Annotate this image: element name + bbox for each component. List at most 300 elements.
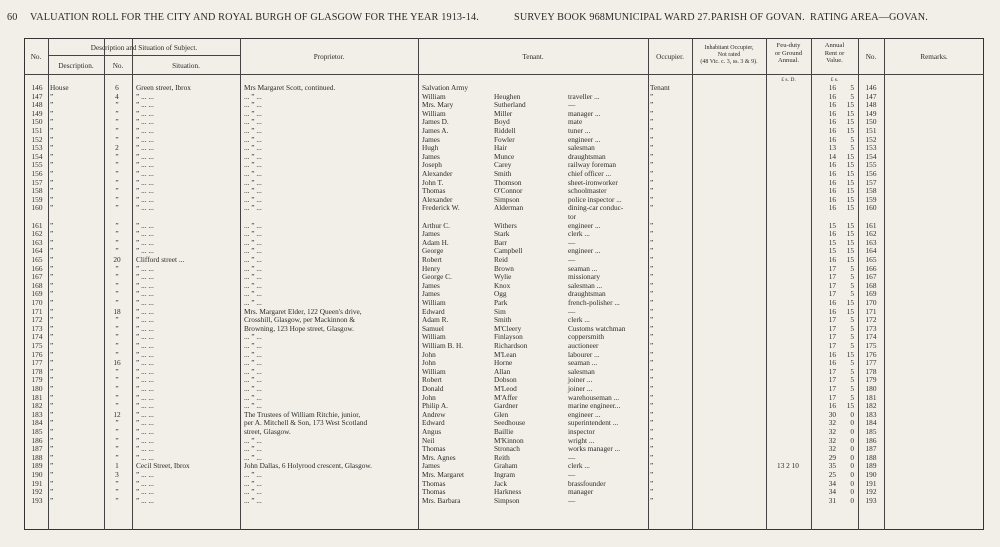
tenant-surname: Seedhouse xyxy=(494,418,526,428)
municipal-ward: MUNICIPAL WARD 27. xyxy=(605,12,711,23)
description-cell: ” xyxy=(50,332,54,342)
row-number-right: 176 xyxy=(865,349,877,359)
tenant-first-name: John xyxy=(422,349,436,359)
value-pounds: 17 xyxy=(828,332,836,342)
value-pounds: 16 xyxy=(828,358,836,368)
value-pounds: 16 xyxy=(828,126,836,135)
value-pounds: 35 xyxy=(828,461,836,471)
description-cell: ” xyxy=(50,435,54,445)
row-number: 155 xyxy=(31,160,43,170)
proprietor-cell: John Dallas, 6 Holyrood crescent, Glasgow. xyxy=(244,461,373,471)
house-number-cell: ” xyxy=(115,366,119,376)
row-number: 146 xyxy=(31,83,43,92)
tenant-first-name: Thomas xyxy=(422,478,446,488)
house-number-cell: 16 xyxy=(113,358,121,368)
proprietor-cell: ... ” ... xyxy=(244,91,262,101)
description-cell: ” xyxy=(50,186,54,196)
tenant-first-name: Joseph xyxy=(422,160,442,170)
house-number-cell: ” xyxy=(115,418,119,428)
house-number-cell: ” xyxy=(115,323,119,333)
tenant-occupation: railway foreman xyxy=(568,160,617,170)
occupier-cell: Tenant xyxy=(650,83,670,92)
row-number: 175 xyxy=(31,341,43,350)
row-number-right: 175 xyxy=(865,341,877,350)
value-pounds: 13 xyxy=(828,143,836,153)
row-number: 154 xyxy=(31,151,43,161)
row-number-right: 148 xyxy=(865,100,877,110)
tenant-occupation: clerk ... xyxy=(568,229,590,239)
house-number-cell: ” xyxy=(115,272,119,282)
proprietor-cell: ... ” ... xyxy=(244,495,262,505)
tenant-first-name: James A. xyxy=(422,126,449,135)
description-cell: ” xyxy=(50,194,54,204)
occupier-cell: ” xyxy=(650,444,654,454)
tenant-surname: Stronach xyxy=(494,444,520,454)
tenant-occupation: — xyxy=(568,237,576,247)
tenant-surname: Campbell xyxy=(494,246,523,256)
situation-cell: Clifford street ... xyxy=(136,255,185,264)
proprietor-cell: ... ” ... xyxy=(244,143,262,153)
tenant-surname: Sim xyxy=(494,306,506,316)
row-number-right: 179 xyxy=(865,375,877,385)
occupier-cell: ” xyxy=(650,91,654,101)
description-cell: ” xyxy=(50,177,54,187)
row-number: 170 xyxy=(31,298,43,307)
tenant-surname: M'Affer xyxy=(494,392,518,402)
value-shillings: 0 xyxy=(850,470,854,479)
description-cell: ” xyxy=(50,366,54,376)
description-cell: ” xyxy=(50,341,54,350)
occupier-cell: ” xyxy=(650,246,654,256)
tenant-surname: Sutherland xyxy=(494,100,526,110)
occupier-cell: ” xyxy=(650,323,654,333)
tenant-first-name: Thomas xyxy=(422,487,446,497)
proprietor-cell: ... ” ... xyxy=(244,220,262,230)
situation-cell: ” ... ... xyxy=(136,194,154,204)
survey-book: SURVEY BOOK 968. xyxy=(514,12,608,23)
situation-cell: ” ... ... xyxy=(136,495,154,505)
tenant-occupation: engineer ... xyxy=(568,246,601,256)
tenant-surname: Graham xyxy=(494,461,518,471)
tenant-first-name: George xyxy=(422,246,444,256)
tenant-first-name: Mrs. Barbara xyxy=(422,495,461,505)
row-number: 180 xyxy=(31,384,43,393)
tenant-surname: M'Kinnon xyxy=(494,435,524,445)
proprietor-cell: Crosshill, Glasgow, per Mackinnon & xyxy=(244,315,355,325)
row-number-right: 170 xyxy=(865,298,877,307)
value-shillings: 15 xyxy=(846,220,854,230)
value-shillings: 0 xyxy=(850,427,854,436)
description-cell: House xyxy=(50,83,69,92)
occupier-cell: ” xyxy=(650,392,654,402)
tenant-first-name: William xyxy=(422,108,446,118)
row-number-right: 187 xyxy=(865,444,877,454)
row-number: 152 xyxy=(31,134,43,144)
header-proprietor: Proprietor. xyxy=(313,53,345,61)
value-pounds: 16 xyxy=(828,169,836,178)
row-number-right: 154 xyxy=(865,151,877,161)
tenant-occupation: french-polisher ... xyxy=(568,298,620,307)
proprietor-cell: per A. Mitchell & Son, 173 West Scotland xyxy=(244,418,368,428)
header-no: No. xyxy=(30,53,42,61)
situation-cell: ” ... ... xyxy=(136,117,154,127)
value-shillings: 15 xyxy=(846,349,854,359)
tenant-first-name: Mrs. Mary xyxy=(422,100,454,110)
description-cell: ” xyxy=(50,100,54,110)
proprietor-cell: ... ” ... xyxy=(244,392,262,402)
column-rule xyxy=(648,38,649,530)
tenant-occupation: missionary xyxy=(568,272,601,282)
proprietor-cell: ... ” ... xyxy=(244,229,262,239)
house-number-cell: ” xyxy=(115,237,119,247)
proprietor-cell: ... ” ... xyxy=(244,341,262,350)
row-number: 158 xyxy=(31,186,43,196)
tenant-occupation: engineer ... xyxy=(568,220,601,230)
tenant-surname: Riddell xyxy=(494,126,516,135)
row-number: 150 xyxy=(31,117,43,127)
value-shillings: 15 xyxy=(846,298,854,307)
value-pounds: 16 xyxy=(828,134,836,144)
value-pounds: 25 xyxy=(828,470,836,479)
house-number-cell: ” xyxy=(115,495,119,505)
situation-cell: ” ... ... xyxy=(136,384,154,393)
occupier-cell: ” xyxy=(650,229,654,239)
tenant-surname: Simpson xyxy=(494,495,520,505)
proprietor-cell: ... ” ... xyxy=(244,272,262,282)
situation-cell: ” ... ... xyxy=(136,349,154,359)
row-number-right: 157 xyxy=(865,177,877,187)
description-cell: ” xyxy=(50,117,54,127)
occupier-cell: ” xyxy=(650,237,654,247)
situation-cell: ” ... ... xyxy=(136,169,154,178)
row-number: 161 xyxy=(31,220,43,230)
occupier-cell: ” xyxy=(650,203,654,213)
proprietor-cell: ... ” ... xyxy=(244,298,262,307)
situation-cell: ” ... ... xyxy=(136,341,154,350)
occupier-cell: ” xyxy=(650,126,654,135)
occupier-cell: ” xyxy=(650,487,654,497)
column-rule xyxy=(766,38,767,530)
proprietor-cell: ... ” ... xyxy=(244,117,262,127)
situation-cell: ” ... ... xyxy=(136,306,154,316)
row-number: 188 xyxy=(31,452,43,462)
tenant-surname: Gardner xyxy=(494,401,518,411)
occupier-cell: ” xyxy=(650,160,654,170)
description-cell: ” xyxy=(50,91,54,101)
situation-cell: ” ... ... xyxy=(136,452,154,462)
tenant-occupation: tor xyxy=(568,212,577,221)
value-shillings: 5 xyxy=(850,315,854,325)
row-number: 191 xyxy=(31,478,43,488)
tenant-occupation: labourer ... xyxy=(568,349,600,359)
situation-cell: ” ... ... xyxy=(136,375,154,385)
house-number-cell: 6 xyxy=(115,83,119,92)
situation-cell: ” ... ... xyxy=(136,366,154,376)
proprietor-cell: ... ” ... xyxy=(244,203,262,213)
tenant-occupation: tuner ... xyxy=(568,126,591,135)
row-number-right: 167 xyxy=(865,272,877,282)
value-pounds: 16 xyxy=(828,229,836,239)
row-number: 166 xyxy=(31,263,43,273)
row-number: 176 xyxy=(31,349,43,359)
tenant-surname: Baillie xyxy=(494,427,514,436)
row-number: 156 xyxy=(31,169,43,178)
column-rule xyxy=(884,38,885,530)
tenant-occupation: engineer ... xyxy=(568,134,601,144)
proprietor-cell: ... ” ... xyxy=(244,435,262,445)
description-cell: ” xyxy=(50,323,54,333)
value-shillings: 15 xyxy=(846,100,854,110)
tenant-first-name: William xyxy=(422,366,446,376)
header-feu-line: Feu-duty xyxy=(776,42,801,49)
description-cell: ” xyxy=(50,143,54,153)
house-number-cell: ” xyxy=(115,315,119,325)
value-shillings: 5 xyxy=(850,263,854,273)
value-pounds: 34 xyxy=(828,487,836,497)
value-shillings: 15 xyxy=(846,186,854,196)
house-number-cell: ” xyxy=(115,151,119,161)
row-number: 153 xyxy=(31,143,43,153)
tenant-occupation: inspector xyxy=(568,427,595,436)
row-number-right: 149 xyxy=(865,108,877,118)
situation-cell: ” ... ... xyxy=(136,186,154,196)
value-shillings: 15 xyxy=(846,169,854,178)
header-no-right: No. xyxy=(865,53,877,61)
row-number-right: 180 xyxy=(865,384,877,393)
proprietor-cell: ... ” ... xyxy=(244,470,262,479)
house-number-cell: ” xyxy=(115,169,119,178)
value-shillings: 15 xyxy=(846,255,854,264)
tenant-surname: Allan xyxy=(494,366,511,376)
row-number: 189 xyxy=(31,461,43,471)
occupier-cell: ” xyxy=(650,298,654,307)
row-number: 193 xyxy=(31,495,43,505)
description-cell: ” xyxy=(50,349,54,359)
tenant-surname: Ogg xyxy=(494,289,507,299)
proprietor-cell: ... ” ... xyxy=(244,255,262,264)
value-shillings: 5 xyxy=(850,272,854,282)
house-number-cell: ” xyxy=(115,194,119,204)
header-feu-duty xyxy=(766,42,811,65)
value-shillings: 15 xyxy=(846,194,854,204)
value-pounds: 16 xyxy=(828,117,836,127)
row-number-right: 171 xyxy=(865,306,877,316)
value-pounds: 32 xyxy=(828,427,836,436)
tenant-occupation: seaman ... xyxy=(568,358,598,368)
situation-cell: ” ... ... xyxy=(136,487,154,497)
parish: PARISH OF GOVAN. xyxy=(711,12,805,23)
row-number-right: 153 xyxy=(865,143,877,153)
column-rule xyxy=(132,38,133,530)
value-pounds: 17 xyxy=(828,392,836,402)
tenant-surname: Smith xyxy=(494,169,512,178)
occupier-cell: ” xyxy=(650,349,654,359)
situation-cell: ” ... ... xyxy=(136,229,154,239)
tenant-first-name: Philip A. xyxy=(422,401,448,411)
header-no-sub: No. xyxy=(112,62,124,70)
row-number: 182 xyxy=(31,401,43,411)
tenant-first-name: James xyxy=(422,461,440,471)
description-cell: ” xyxy=(50,220,54,230)
tenant-occupation: salesman xyxy=(568,366,595,376)
tenant-surname: Boyd xyxy=(494,117,510,127)
situation-cell: ” ... ... xyxy=(136,470,154,479)
tenant-occupation: manager xyxy=(568,487,594,497)
row-number-right: 168 xyxy=(865,280,877,290)
situation-cell: ” ... ... xyxy=(136,263,154,273)
description-cell: ” xyxy=(50,160,54,170)
column-rule xyxy=(48,38,49,530)
header-inhabitant xyxy=(692,45,766,66)
occupier-cell: ” xyxy=(650,341,654,350)
value-shillings: 0 xyxy=(850,409,854,419)
tenant-first-name: Samuel xyxy=(422,323,444,333)
description-cell: ” xyxy=(50,315,54,325)
row-number-right: 169 xyxy=(865,289,877,299)
row-number: 185 xyxy=(31,427,43,436)
description-cell: ” xyxy=(50,358,54,368)
value-shillings: 0 xyxy=(850,487,854,497)
house-number-cell: ” xyxy=(115,341,119,350)
occupier-cell: ” xyxy=(650,151,654,161)
house-number-cell: ” xyxy=(115,427,119,436)
tenant-surname: Horne xyxy=(494,358,513,368)
row-number: 178 xyxy=(31,366,43,376)
house-number-cell: ” xyxy=(115,108,119,118)
tenant-surname: Stark xyxy=(494,229,510,239)
tenant-occupation: manager ... xyxy=(568,108,601,118)
proprietor-cell: ... ” ... xyxy=(244,487,262,497)
tenant-first-name: William xyxy=(422,332,446,342)
row-number-right: 174 xyxy=(865,332,877,342)
tenant-first-name: John T. xyxy=(422,177,444,187)
occupier-cell: ” xyxy=(650,435,654,445)
tenant-first-name: James xyxy=(422,280,440,290)
tenant-first-name: William B. H. xyxy=(422,341,464,350)
tenant-first-name: Thomas xyxy=(422,444,446,454)
row-number-right: 152 xyxy=(865,134,877,144)
situation-cell: ” ... ... xyxy=(136,332,154,342)
situation-cell: ” ... ... xyxy=(136,246,154,256)
row-number-right: 182 xyxy=(865,401,877,411)
tenant-surname: Jack xyxy=(494,478,507,488)
situation-cell: ” ... ... xyxy=(136,108,154,118)
tenant-first-name: Neil xyxy=(422,435,435,445)
tenant-surname: Dobson xyxy=(494,375,517,385)
tenant-occupation: schoolmaster xyxy=(568,186,607,196)
situation-cell: ” ... ... xyxy=(136,143,154,153)
tenant-occupation: joiner ... xyxy=(568,384,593,393)
house-number-cell: ” xyxy=(115,289,119,299)
situation-cell: ” ... ... xyxy=(136,126,154,135)
tenant-occupation: brassfounder xyxy=(568,478,606,488)
row-number-right: 185 xyxy=(865,427,877,436)
proprietor-cell: ... ” ... xyxy=(244,108,262,118)
row-number-right: 177 xyxy=(865,358,877,368)
tenant-first-name: Robert xyxy=(422,375,442,385)
proprietor-cell: ... ” ... xyxy=(244,186,262,196)
occupier-cell: ” xyxy=(650,306,654,316)
header-inhabitant-line: Inhabitant Occupier, xyxy=(704,45,754,51)
occupier-cell: ” xyxy=(650,255,654,264)
value-shillings: 5 xyxy=(850,289,854,299)
row-number-right: 192 xyxy=(865,487,877,497)
header-occupier: Occupier. xyxy=(656,53,684,61)
tenant-occupation: warehouseman ... xyxy=(568,392,620,402)
house-number-cell: ” xyxy=(115,126,119,135)
tenant-surname: M'Leod xyxy=(494,384,517,393)
row-number: 190 xyxy=(31,470,43,479)
header-tenant: Tenant. xyxy=(522,53,544,61)
situation-cell: ” ... ... xyxy=(136,478,154,488)
value-pounds: 16 xyxy=(828,298,836,307)
description-cell: ” xyxy=(50,306,54,316)
house-number-cell: ” xyxy=(115,203,119,213)
row-number: 187 xyxy=(31,444,43,454)
row-number-right: 156 xyxy=(865,169,877,178)
description-cell: ” xyxy=(50,169,54,178)
value-shillings: 0 xyxy=(850,435,854,445)
value-shillings: 5 xyxy=(850,384,854,393)
situation-cell: ” ... ... xyxy=(136,358,154,368)
header-feu-line: or Ground xyxy=(774,49,803,57)
value-pounds: 16 xyxy=(828,349,836,359)
situation-cell: ” ... ... xyxy=(136,289,154,299)
row-number: 181 xyxy=(31,392,43,402)
occupier-cell: ” xyxy=(650,375,654,385)
occupier-cell: ” xyxy=(650,461,654,471)
row-number-right: 166 xyxy=(865,263,877,273)
row-number-right: 188 xyxy=(865,452,877,462)
value-shillings: 15 xyxy=(846,160,854,170)
row-number: 147 xyxy=(31,91,43,101)
tenant-surname: Carey xyxy=(494,160,512,170)
row-number-right: 161 xyxy=(865,220,877,230)
value-pounds: 16 xyxy=(828,186,836,196)
description-cell: ” xyxy=(50,487,54,497)
value-pounds: 16 xyxy=(828,194,836,204)
row-number-right: 184 xyxy=(865,418,877,428)
tenant-first-name: Hugh xyxy=(422,143,439,153)
value-pounds: 16 xyxy=(828,83,836,92)
situation-cell: ” ... ... xyxy=(136,272,154,282)
occupier-cell: ” xyxy=(650,366,654,376)
occupier-cell: ” xyxy=(650,143,654,153)
row-number-right: 151 xyxy=(865,126,877,135)
house-number-cell: ” xyxy=(115,384,119,393)
tenant-surname: Simpson xyxy=(494,194,520,204)
value-pounds: 17 xyxy=(828,375,836,385)
situation-cell: ” ... ... xyxy=(136,237,154,247)
description-cell: ” xyxy=(50,289,54,299)
row-number: 173 xyxy=(31,323,43,333)
situation-cell: ” ... ... xyxy=(136,91,154,101)
value-shillings: 15 xyxy=(846,237,854,247)
value-pounds: 15 xyxy=(828,246,836,256)
description-cell: ” xyxy=(50,126,54,135)
house-number-cell: ” xyxy=(115,478,119,488)
tenant-surname: Withers xyxy=(494,220,517,230)
row-number: 164 xyxy=(31,246,43,256)
header-annual-line: Rent or xyxy=(824,49,845,57)
value-pounds: 32 xyxy=(828,444,836,454)
occupier-cell: ” xyxy=(650,117,654,127)
house-number-cell: ” xyxy=(115,229,119,239)
tenant-surname: O'Connor xyxy=(494,186,523,196)
value-shillings: 15 xyxy=(846,126,854,135)
house-number-cell: 18 xyxy=(113,306,121,316)
situation-cell: ” ... ... xyxy=(136,418,154,428)
